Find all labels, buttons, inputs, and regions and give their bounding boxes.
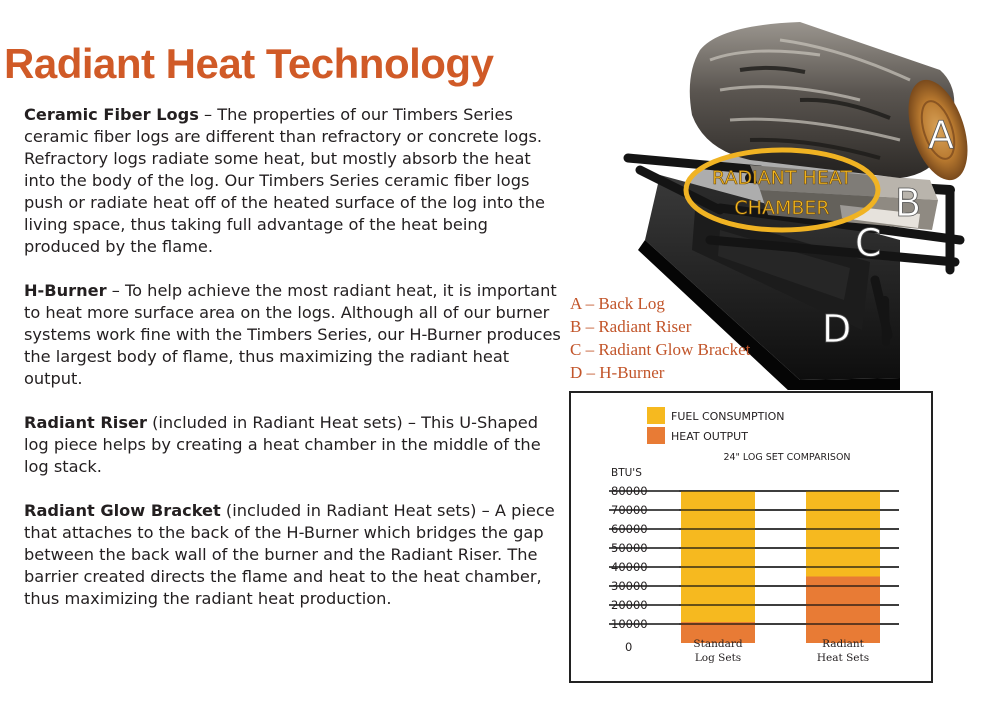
btu-comparison-chart [569, 391, 933, 683]
y-tick-label: 50000 [611, 541, 648, 555]
part-letter-b: B [895, 181, 922, 225]
section-heading: Radiant Glow Bracket [24, 501, 221, 520]
section-heading: Radiant Riser [24, 413, 147, 432]
section-text: – A piece that attaches to the back of the H-Burner which bridges the gap between the back wall of the burner and the Radiant Riser. The barrier created directs the flame and heat to the heat chamber, thus maximizing the radiant heat production. [24, 501, 555, 608]
x-category-label: Radiant [822, 638, 864, 650]
y-tick-label: 40000 [611, 560, 648, 574]
legend-label-fuel-consumption: FUEL CONSUMPTION [671, 410, 785, 423]
part-letter-d: D [822, 307, 852, 351]
legend-swatch-heat-output [647, 427, 665, 444]
legend-label-heat-output: HEAT OUTPUT [671, 430, 748, 443]
y-tick-label: 10000 [611, 617, 648, 631]
x-category-label: Standard [693, 638, 743, 650]
part-letter-a: A [928, 113, 954, 157]
y-tick-label: 30000 [611, 579, 648, 593]
y-tick-label: 0 [625, 640, 633, 654]
section-heading: Ceramic Fiber Logs [24, 105, 199, 124]
y-tick-label: 70000 [611, 503, 648, 517]
part-letter-c: C [855, 221, 882, 265]
section-radiant-riser [24, 412, 564, 478]
chart-title: 24" LOG SET COMPARISON [723, 452, 851, 463]
y-tick-label: 60000 [611, 522, 648, 536]
section-ceramic-fiber-logs [24, 104, 564, 258]
section-qualifier: (included in Radiant Heat sets) [220, 501, 477, 520]
section-radiant-glow-bracket [24, 500, 564, 610]
key-item-b: B – Radiant Riser [570, 317, 692, 336]
section-h-burner [24, 280, 564, 390]
key-item-a: A – Back Log [570, 294, 665, 313]
chart-canvas [571, 393, 931, 681]
page-title: Radiant Heat Technology [4, 40, 494, 87]
legend-swatch-fuel-consumption [647, 407, 665, 424]
y-tick-label: 80000 [611, 484, 648, 498]
section-qualifier: (included in Radiant Heat sets) [146, 413, 403, 432]
x-category-label: Log Sets [694, 652, 742, 664]
section-text: – To help achieve the most radiant heat, it is important to heat more surface area on the logs. Although all of our burner systems work fine with the Timbers Series, our H-Burner produces the largest body of flame, thus maximizing the radiant heat output. [24, 281, 561, 388]
section-text: – This U-Shaped log piece helps by creating a heat chamber in the middle of the log stack. [24, 413, 541, 476]
chamber-label-line1: RADIANT HEAT [712, 167, 852, 189]
key-item-d: D – H-Burner [570, 363, 665, 382]
parts-key [570, 292, 750, 384]
y-tick-label: 20000 [611, 598, 648, 612]
section-heading: H-Burner [24, 281, 107, 300]
x-category-label: Heat Sets [816, 652, 870, 664]
chamber-label-line2: CHAMBER [734, 197, 830, 219]
key-item-c: C – Radiant Glow Bracket [570, 340, 751, 359]
section-text: – The properties of our Timbers Series ceramic fiber logs are different than refractory or concrete logs. Refractory logs radiate some heat, but mostly absorb the heat into the body of the log. Our Timbers Series ceramic fiber logs push or radiate heat off of the heated surface of the log into the living space, thus taking full advantage of the heat being produced by the flame. [24, 105, 545, 256]
body-text [24, 104, 564, 632]
y-axis-label: BTU'S [611, 467, 642, 479]
radiant-heat-chamber-callout [686, 150, 878, 230]
